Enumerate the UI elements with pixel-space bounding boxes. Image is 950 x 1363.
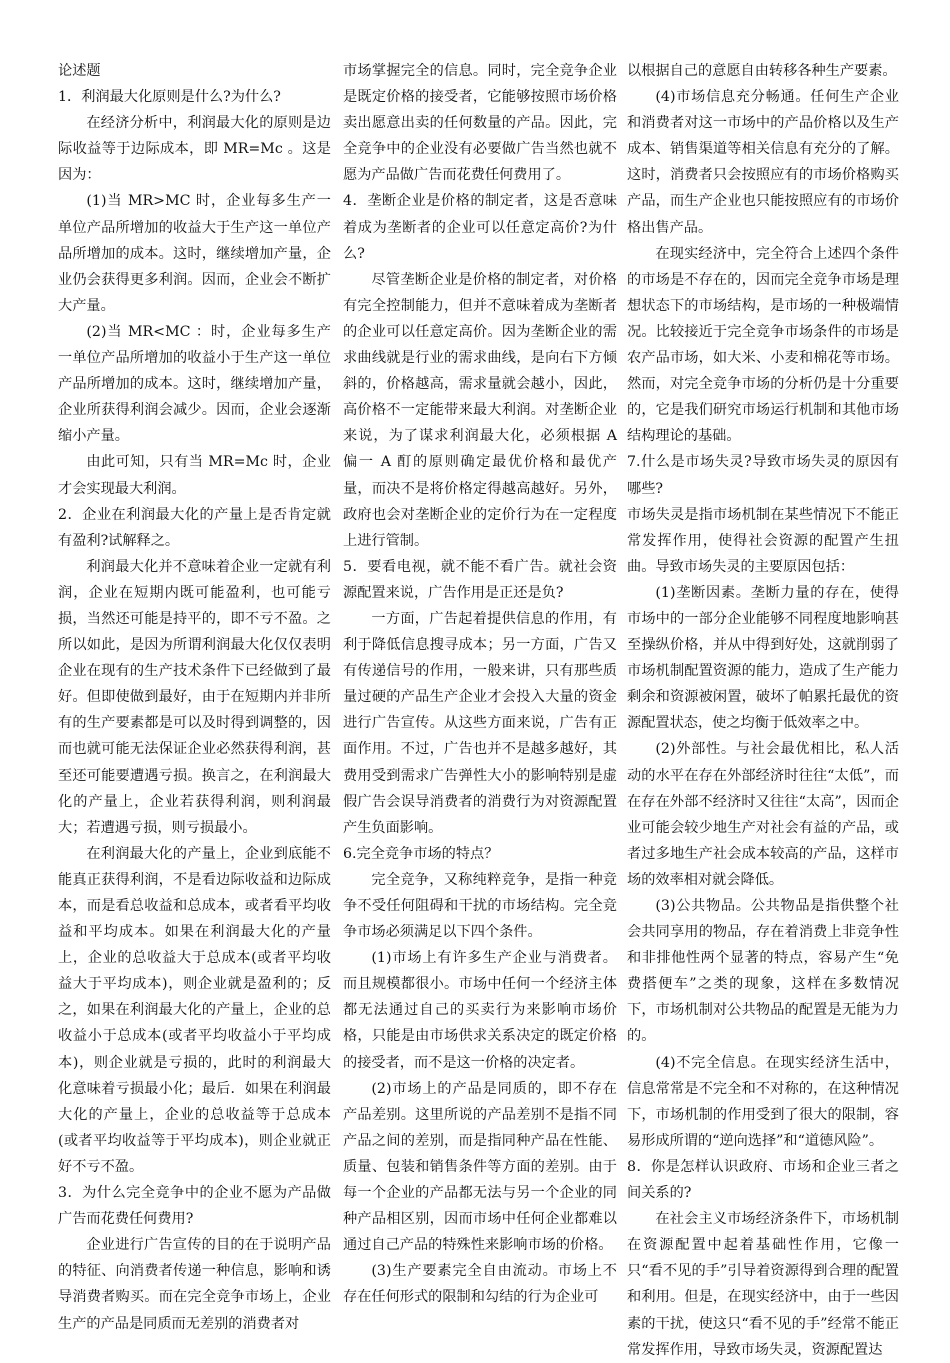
paragraph: 3．为什么完全竞争中的企业不愿为产品做广告而花费任何费用? (58, 1185, 331, 1228)
paragraph: 以根据自己的意愿自由转移各种生产要素。 (627, 63, 897, 79)
text-column-3 (627, 58, 899, 1363)
paragraph: 在现实经济中，完全符合上述四个条件的市场是不存在的，因而完全竞争市场是理想状态下的市场结构，是市场的一种极端情况。比较接近于完全竞争市场条件的市场是农产品市场，如大米、小麦和棉花等市场。然而，对完全竞争市场的分析仍是十分重要的，它是我们研究市场运行机制和其他市场结构理论的基础。 (627, 245, 899, 445)
paragraph: 市场失灵是指市场机制在某些情况下不能正常发挥作用，使得社会资源的配置产生扭曲。导致市场失灵的主要原因包括： (627, 506, 899, 575)
paragraph: 论述题 (58, 63, 101, 79)
paragraph: 8．你是怎样认识政府、市场和企业三者之间关系的? (627, 1158, 899, 1202)
text-column-2 (343, 58, 617, 1311)
paragraph: 市场掌握完全的信息。同时，完全竞争企业是既定价格的接受者，它能够按照市场价格卖出愿意出卖的任何数量的产品。因此，完全竞争中的企业没有必要做广告当然也就不愿为产品做广告而花费任何费用了。 (343, 63, 617, 184)
paragraph: (3)生产要素完全自由流动。市场上不存在任何形式的限制和勾结的行为企业可 (343, 1263, 617, 1306)
text-column-1 (58, 58, 331, 1337)
paragraph: (4)不完全信息。在现实经济生活中，信息常常是不完全和不对称的，在这种情况下，市场机制的作用受到了很大的限制，容易形成所谓的“逆向选择”和“道德风险”。 (627, 1054, 899, 1149)
paragraph: 2．企业在利润最大化的产量上是否肯定就有盈利?试解释之。 (58, 506, 331, 549)
paragraph: 1．利润最大化原则是什么?为什么? (58, 89, 281, 106)
paragraph: 在利润最大化的产量上，企业到底能不能真正获得利润，不是看边际收益和边际成本，而是看总收益和总成本，或者看平均收益和平均成本。如果在利润最大化的产量上，企业的总收益大于总成本(或者平均收益大于平均成本)，则企业就是盈利的；反之，如果在利润最大化的产量上，企业的总收益小于总成本(或者平均收益小于平均成本)，则企业就是亏损的，此时的利润最大化意味着亏损最小化；最后．如果在利润最大化的产量上，企业的总收益等于总成本(或者平均收益等于平均成本)，则企业就正好不亏不盈。 (58, 845, 331, 1175)
paragraph: (2)市场上的产品是同质的，即不存在产品差别。这里所说的产品差别不是指不同产品之间的差别，而是指同种产品在性能、质量、包装和销售条件等方面的差别。由于每一个企业的产品都无法与另一个企业的同种产品相区别，因而市场中任何企业都难以通过自己产品的特殊性来影响市场的价格。 (343, 1080, 617, 1254)
paragraph: 在经济分析中，利润最大化的原则是边际收益等于边际成本，即 MR=Mc 。这是因为： (58, 115, 331, 184)
paragraph: (4)市场信息充分畅通。任何生产企业和消费者对这一市场中的产品价格以及生产成本、销售渠道等相关信息有充分的了解。这时，消费者只会按照应有的市场价格购买产品，而生产企业也只能按照应有的市场价格出售产品。 (627, 89, 899, 236)
paragraph: (1)市场上有许多生产企业与消费者。而且规模都很小。市场中任何一个经济主体都无法通过自己的买卖行为来影响市场价格，只能是由市场供求关系决定的既定价格的接受者，而不是这一价格的决定者。 (343, 950, 617, 1071)
paragraph: 完全竞争，又称纯粹竞争，是指一种竞争不受任何阻碍和干扰的市场结构。完全竞争市场必须满足以下四个条件。 (343, 871, 617, 941)
paragraph: (1)当 MR>MC 时，企业每多生产一单位产品所增加的收益大于生产这一单位产品所增加的成本。这时，继续增加产量，企业仍会获得更多利润。因而，企业会不断扩大产量。 (58, 193, 331, 314)
paragraph: 7.什么是市场失灵?导致市场失灵的原因有哪些? (627, 454, 899, 497)
paragraph: 由此可知，只有当 MR=Mc 时，企业才会实现最大利润。 (58, 454, 331, 497)
paragraph: 利润最大化并不意味着企业一定就有利润，企业在短期内既可能盈利，也可能亏损，当然还可能是持平的，即不亏不盈。之所以如此，是因为所谓利润最大化仅仅表明企业在现有的生产技术条件下已经做到了最好。但即使做到最好，由于在短期内并非所有的生产要素都是可以及时得到调整的，因而也就可能无法保证企业必然获得利润，甚至还可能要遭遇亏损。换言之，在利润最大化的产量上，企业若获得利润，则利润最大；若遭遇亏损，则亏损最小。 (58, 558, 331, 836)
paragraph: 4．垄断企业是价格的制定者，这是否意味着成为垄断者的企业可以任意定高价?为什么? (343, 193, 617, 262)
paragraph: (1)垄断因素。垄断力量的存在，使得市场中的一部分企业能够不同程度地影响甚至操纵价格，并从中得到好处，这就削弱了市场机制配置资源的能力，造成了生产能力剩余和资源被闲置，破坏了帕累托最优的资源配置状态，使之均衡于低效率之中。 (627, 584, 899, 732)
paragraph: (3)公共物品。公共物品是指供整个社会共同享用的物品，存在着消费上非竞争性和非排他性两个显著的特点，容易产生“免费搭便车”之类的现象，这样在多数情况下，市场机制对公共物品的配置是无能为力的。 (627, 898, 899, 1045)
paragraph: 在社会主义市场经济条件下，市场机制在资源配置中起着基础性作用，它像一只“看不见的手”引导着资源得到合理的配置和利用。但是，在现实经济中，由于一些因素的干扰，使这只“看不见的手”经常不能正常发挥作用，导致市场失灵，资源配置达 (627, 1211, 899, 1358)
paragraph: (2)外部性。与社会最优相比，私人活动的水平在存在外部经济时往往“太低”，而在存在外部不经济时又往往“太高”，因而企业可能会较少地生产对社会有益的产品，或者过多地生产社会成本较高的产品，这样市场的效率相对就会降低。 (627, 741, 899, 888)
paragraph: (2)当 MR<MC ：时，企业每多生产一单位产品所增加的收益小于生产这一单位产品所增加的成本。这时，继续增加产量，企业所获得利润会减少。因而，企业会逐渐缩小产量。 (58, 323, 331, 445)
paragraph: 一方面，广告起着提供信息的作用，有利于降低信息搜寻成本；另一方面，广告又有传递信号的作用，一般来讲，只有那些质量过硬的产品生产企业才会投入大量的资金进行广告宣传。从这些方面来说，广告有正面作用。不过，广告也并不是越多越好，其费用受到需求广告弹性大小的影响特别是虚假广告会误导消费者的消费行为对资源配置产生负面影响。 (343, 610, 617, 836)
paragraph: 企业进行广告宣传的目的在于说明产品的特征、向消费者传递一种信息，影响和诱导消费者购买。而在完全竞争市场上，企业生产的产品是同质而无差别的消费者对 (58, 1237, 331, 1332)
paragraph: 6.完全竞争市场的特点？ (343, 845, 499, 862)
paragraph: 5．要看电视，就不能不看广告。就社会资源配置来说，广告作用是正还是负? (343, 558, 617, 601)
paragraph: 尽管垄断企业是价格的制定者，对价格有完全控制能力，但并不意味着成为垄断者的企业可以任意定高价。因为垄断企业的需求曲线就是行业的需求曲线，是向右下方倾斜的，价格越高，需求量就会越小，因此，高价格不一定能带来最大利润。对垄断企业来说，为了谋求利润最大化，必须根据 A 偏一 A 酊的原则确定最优价格和最优产量，而决不是将价格定得越高越好。另外，政府也会对垄断企业的定价行为在一定程度上进行管制。 (343, 271, 617, 549)
